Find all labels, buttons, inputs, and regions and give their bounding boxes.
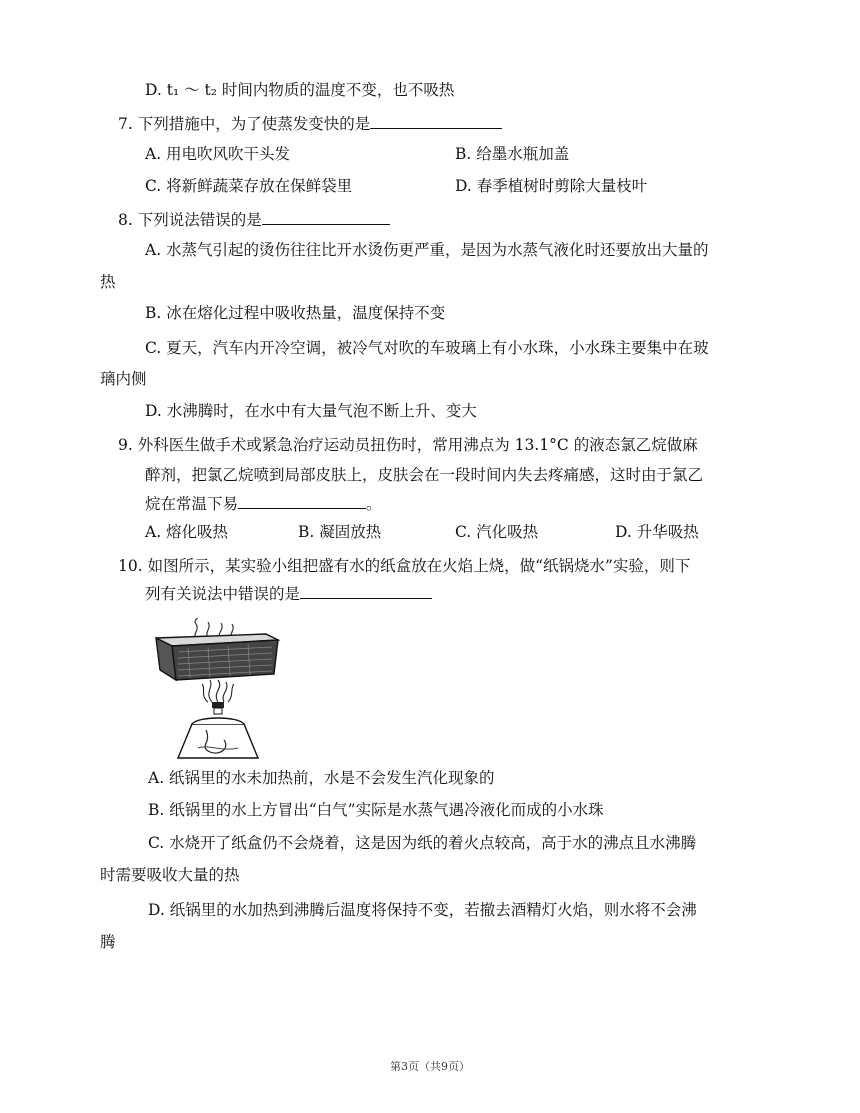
- paper-box-icon: [156, 634, 278, 680]
- q8-stem-text: 8. 下列说法错误的是: [118, 211, 262, 229]
- q7-option-b: B. 给墨水瓶加盖: [455, 145, 570, 163]
- q10-option-d-line1: D. 纸锅里的水加热到沸腾后温度将保持不变，若撤去酒精灯火焰，则水将不会沸: [148, 901, 697, 919]
- q7-answer-blank: [370, 114, 502, 129]
- q8-answer-blank: [262, 210, 390, 225]
- q9-answer-blank: [238, 494, 366, 509]
- q8-stem: [118, 210, 390, 230]
- q8-option-a-line2: 热: [100, 273, 116, 291]
- q10-option-d-line2: 腾: [100, 933, 116, 951]
- paper-pot-figure: [148, 618, 288, 763]
- q9-option-a: A. 熔化吸热: [145, 523, 229, 541]
- q9-stem-line1: 9. 外科医生做手术或紧急治疗运动员扭伤时，常用沸点为 13.1°C 的液态氯乙烷做麻: [118, 436, 698, 454]
- q6-option-d: D. t₁ ～ t₂ 时间内物质的温度不变，也不吸热: [145, 81, 455, 99]
- q10-option-b: B. 纸锅里的水上方冒出“白气”实际是水蒸气遇冷液化而成的小水珠: [148, 801, 604, 819]
- q9-option-b: B. 凝固放热: [298, 523, 382, 541]
- q7-stem: [118, 114, 502, 134]
- q8-option-b: B. 冰在熔化过程中吸收热量，温度保持不变: [145, 304, 446, 322]
- q8-option-d: D. 水沸腾时，在水中有大量气泡不断上升、变大: [145, 402, 477, 420]
- q9-stem-line3-suffix: 。: [366, 495, 382, 513]
- q10-option-c-line1: C. 水烧开了纸盒仍不会烧着，这是因为纸的着火点较高，高于水的沸点且水沸腾: [148, 834, 697, 852]
- q9-option-c: C. 汽化吸热: [455, 523, 539, 541]
- q9-option-d: D. 升华吸热: [615, 523, 699, 541]
- q9-stem-line3: [145, 494, 382, 514]
- q9-stem-line2: 醉剂，把氯乙烷喷到局部皮肤上，皮肤会在一段时间内失去疼痛感，这时由于氯乙: [145, 466, 704, 484]
- q10-stem-line2-text: 列有关说法中错误的是: [145, 585, 301, 603]
- q7-stem-text: 7. 下列措施中，为了使蒸发变快的是: [118, 115, 371, 133]
- q8-option-c-line1: C. 夏天，汽车内开冷空调，被冷气对吹的车玻璃上有小水珠，小水珠主要集中在玻: [145, 339, 709, 357]
- q10-stem-line1: 10. 如图所示，某实验小组把盛有水的纸盒放在火焰上烧，做“纸锅烧水”实验，则下: [118, 557, 691, 575]
- alcohol-lamp-icon: [178, 702, 258, 758]
- q10-option-c-line2: 时需要吸收大量的热: [100, 866, 240, 884]
- q8-option-c-line2: 璃内侧: [100, 370, 147, 388]
- q10-option-a: A. 纸锅里的水未加热前，水是不会发生汽化现象的: [148, 769, 495, 787]
- q7-option-c: C. 将新鲜蔬菜存放在保鲜袋里: [145, 177, 353, 195]
- q8-option-a-line1: A. 水蒸气引起的烫伤往往比开水烫伤更严重，是因为水蒸气液化时还要放出大量的: [145, 241, 709, 259]
- q7-option-d: D. 春季植树时剪除大量枝叶: [455, 177, 648, 195]
- q10-answer-blank: [300, 584, 432, 599]
- flame-icon: [202, 680, 234, 702]
- q9-stem-line3-prefix: 烷在常温下易: [145, 495, 239, 513]
- page-number: 第3页（共9页）: [390, 1060, 470, 1073]
- q10-stem-line2: [145, 584, 432, 604]
- q7-option-a: A. 用电吹风吹干头发: [145, 145, 291, 163]
